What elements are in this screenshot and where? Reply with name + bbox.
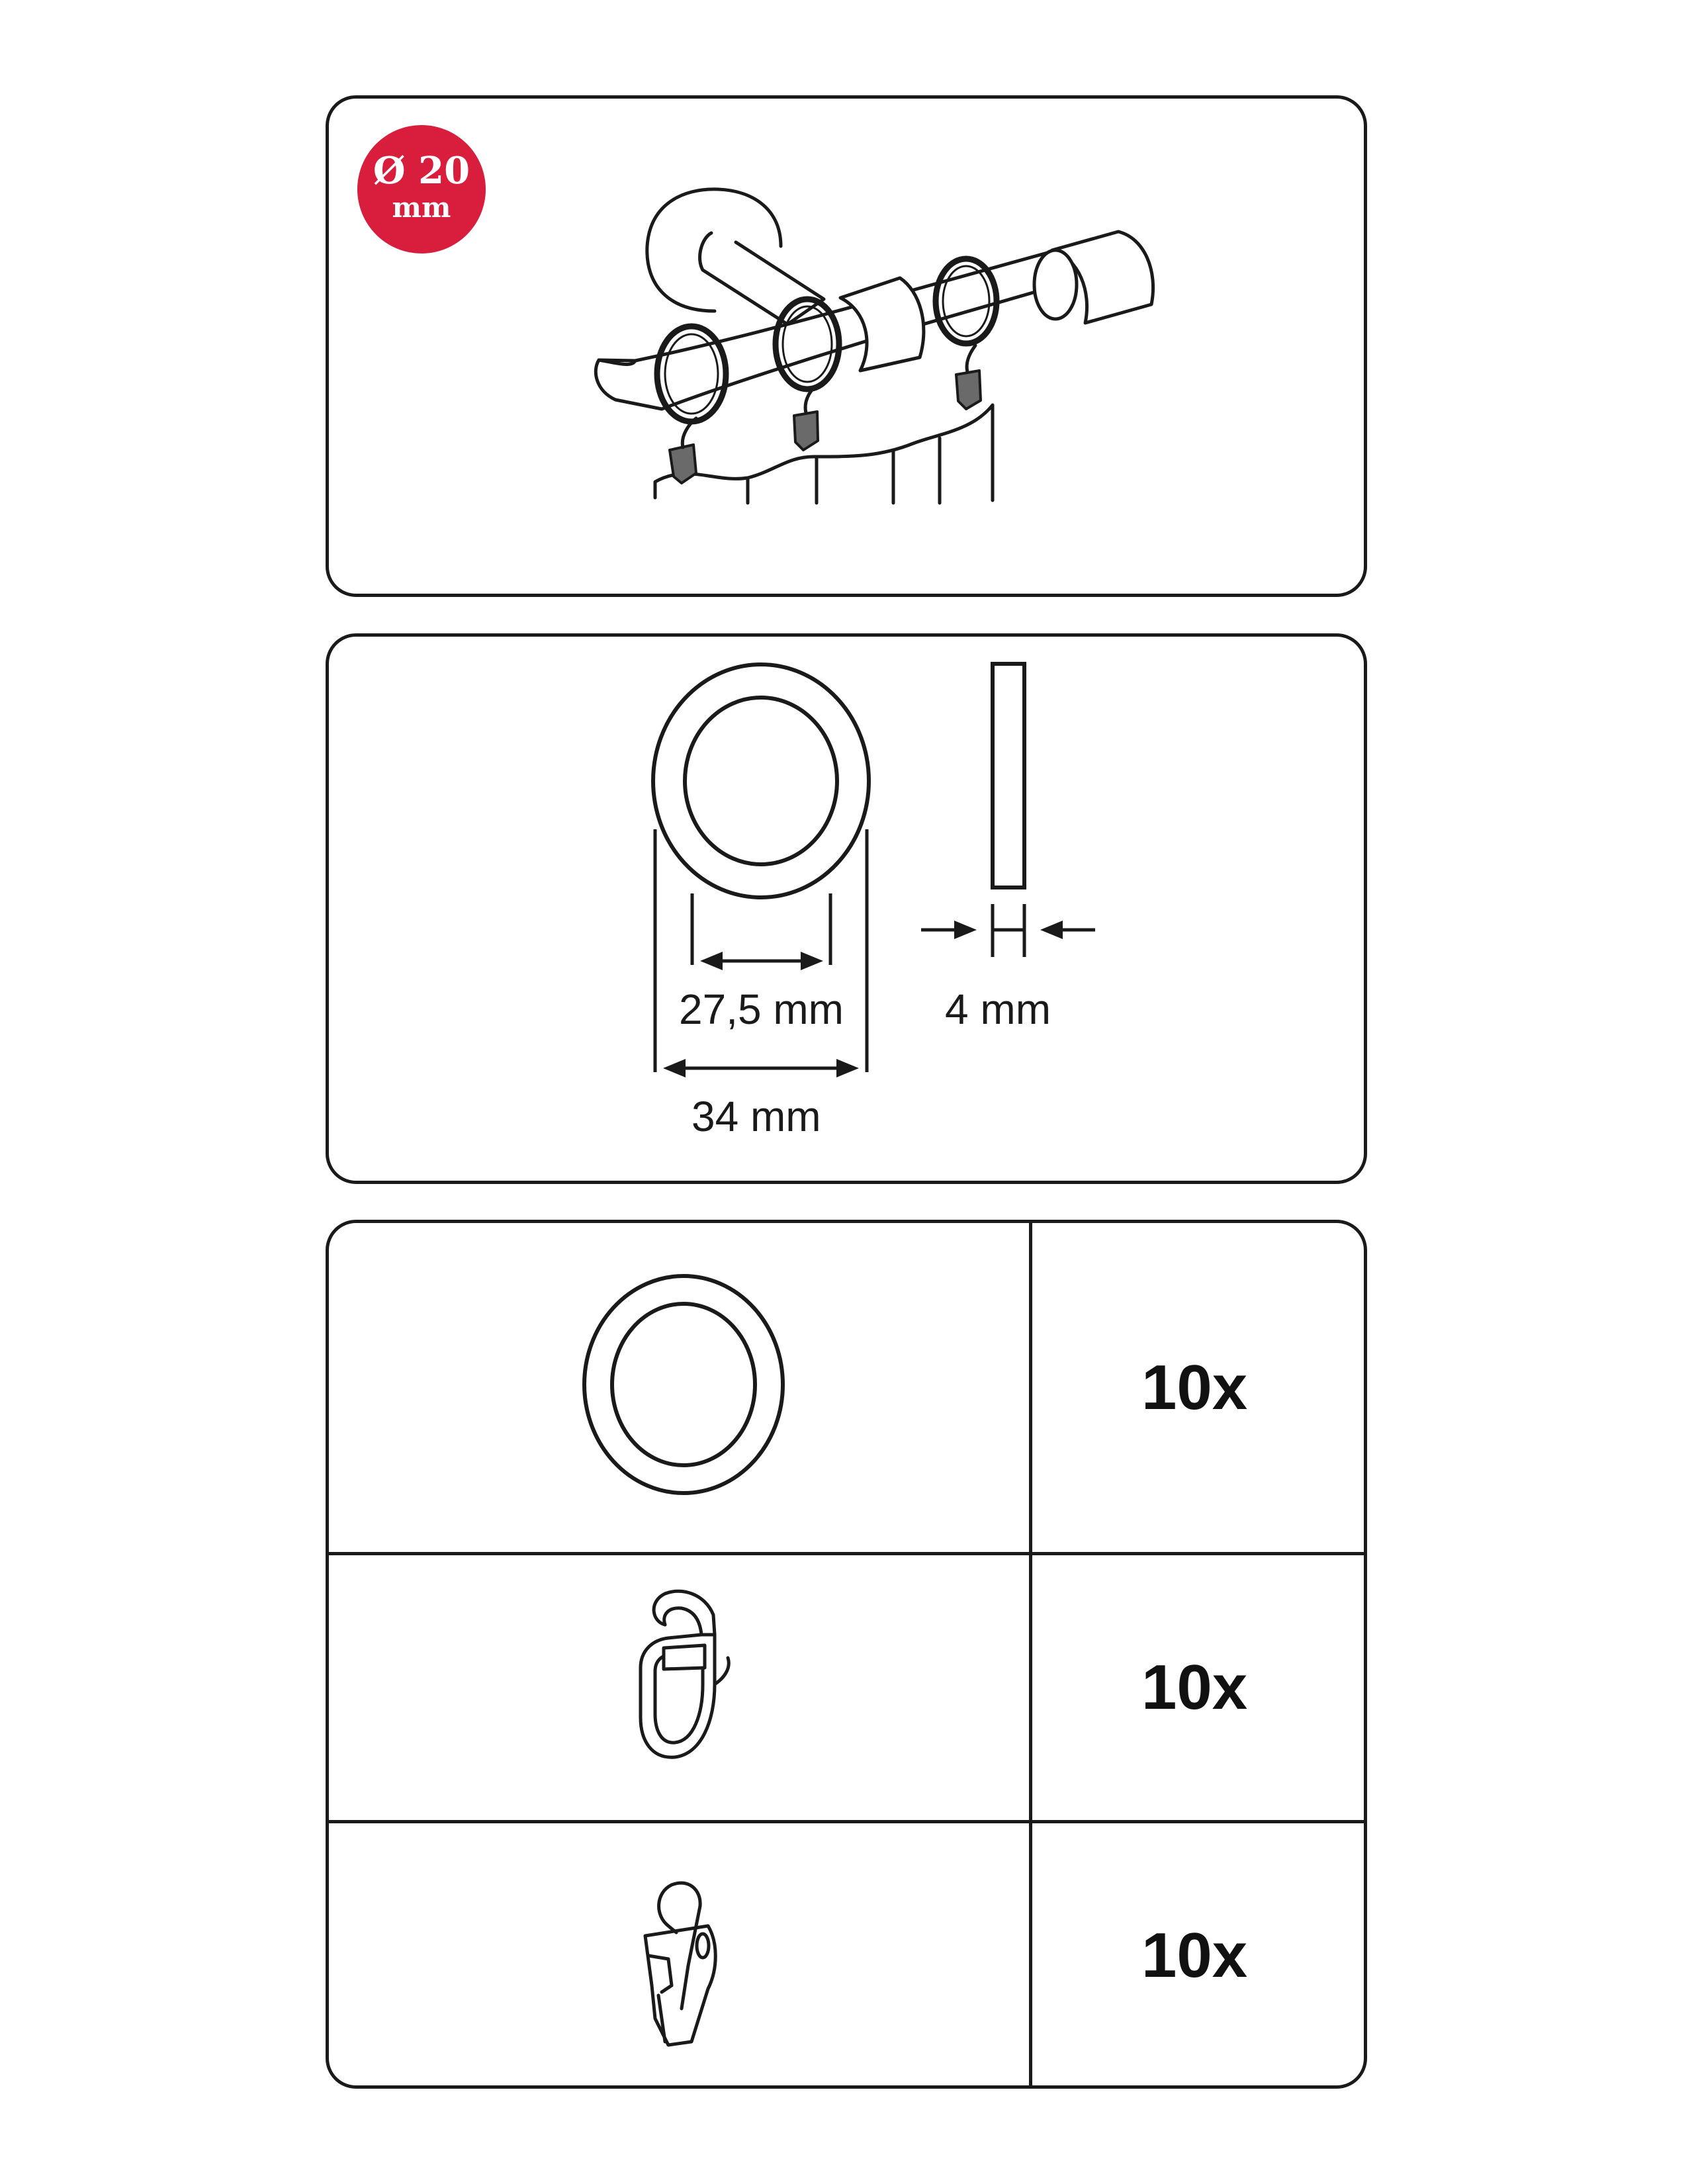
clip-hook-icon	[645, 1883, 715, 2045]
thickness-label: 4 mm	[945, 985, 1051, 1033]
glider-hook-icon	[641, 1591, 729, 1757]
badge-unit: mm	[392, 191, 451, 224]
outer-diameter-label: 34 mm	[691, 1093, 821, 1140]
badge-diameter: Ø 20	[373, 149, 470, 193]
quantity-glider-hooks: 10x	[1141, 1652, 1248, 1723]
quantity-clip-hooks: 10x	[1141, 1920, 1248, 1991]
inner-diameter-label: 27,5 mm	[679, 985, 844, 1033]
ring-icon	[584, 1276, 783, 1493]
quantity-rings: 10x	[1141, 1352, 1248, 1423]
